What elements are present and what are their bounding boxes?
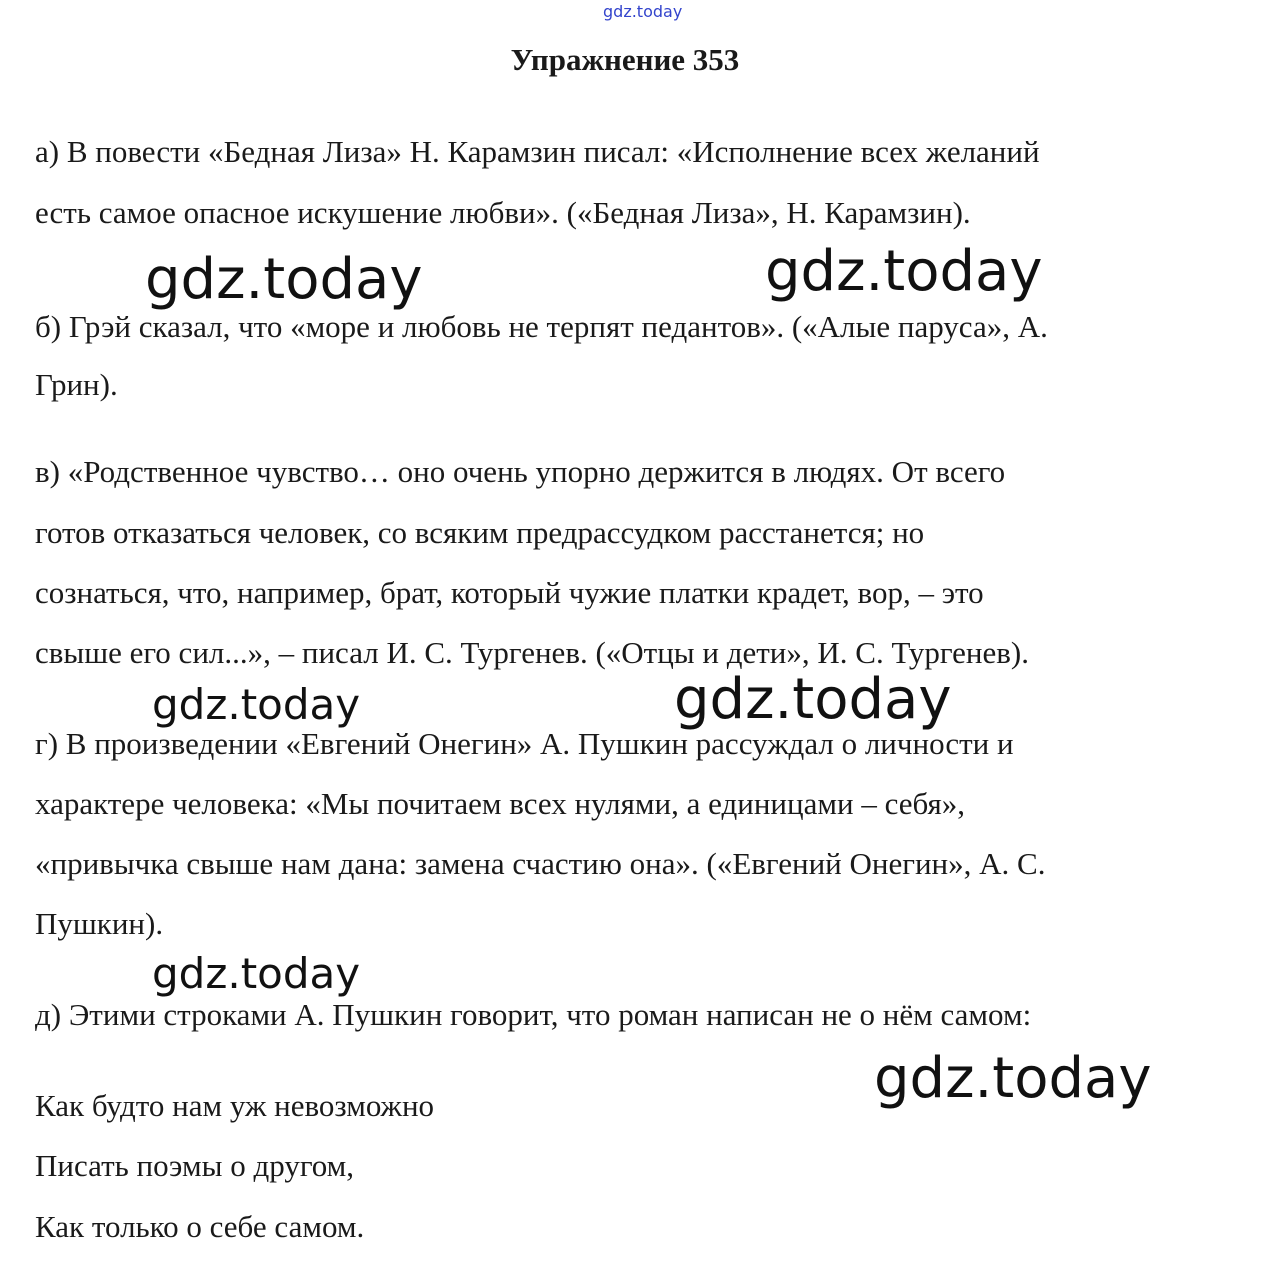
poem-line-2: Писать поэмы о другом,: [35, 1148, 355, 1183]
paragraph-a-line-1: а) В повести «Бедная Лиза» Н. Карамзин писал: «Исполнение всех желаний: [35, 134, 1040, 169]
paragraph-v-line-1: в) «Родственное чувство… оно очень упорно держится в людях. От всего: [35, 454, 1006, 489]
paragraph-v-line-2: готов отказаться человек, со всяким предрассудком расстанется; но: [35, 515, 925, 550]
watermark: gdz.today: [152, 949, 361, 998]
paragraph-v-line-3: сознаться, что, например, брат, который чужие платки крадет, вор, – это: [35, 575, 984, 610]
watermark: gdz.today: [145, 247, 423, 312]
page-title: Упражнение 353: [510, 42, 740, 77]
watermark: gdz.today: [874, 1046, 1152, 1111]
watermark: gdz.today: [674, 667, 952, 732]
watermark: gdz.today: [152, 680, 361, 729]
paragraph-g-line-4: Пушкин).: [35, 906, 164, 941]
paragraph-b-line-2: Грин).: [35, 367, 118, 402]
paragraph-b-line-1: б) Грэй сказал, что «море и любовь не терпят педантов». («Алые паруса», А.: [35, 309, 1048, 344]
paragraph-g-line-2: характере человека: «Мы почитаем всех нулями, а единицами – себя»,: [35, 786, 965, 821]
paragraph-g-line-1: г) В произведении «Евгений Онегин» А. Пушкин рассуждал о личности и: [35, 726, 1014, 761]
watermark-link-top: gdz.today: [603, 2, 683, 21]
paragraph-v-line-4: свыше его сил...», – писал И. С. Тургенев. («Отцы и дети», И. С. Тургенев).: [35, 635, 1029, 670]
watermark: gdz.today: [765, 239, 1043, 304]
poem-line-1: Как будто нам уж невозможно: [35, 1088, 435, 1123]
paragraph-d-line-1: д) Этими строками А. Пушкин говорит, что роман написан не о нём самом:: [35, 997, 1032, 1032]
poem-line-3: Как только о себе самом.: [35, 1209, 365, 1244]
paragraph-g-line-3: «привычка свыше нам дана: замена счастию она». («Евгений Онегин», А. С.: [35, 846, 1046, 881]
paragraph-a-line-2: есть самое опасное искушение любви». («Бедная Лиза», Н. Карамзин).: [35, 195, 971, 230]
